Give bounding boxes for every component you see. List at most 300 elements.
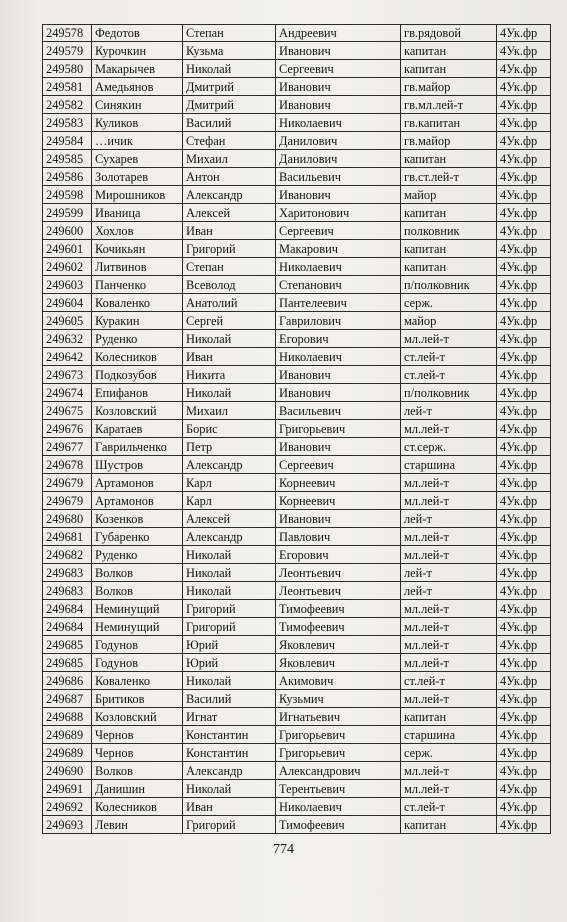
cell-first-name: Василий [183, 690, 276, 708]
cell-last-name: Колесников [92, 348, 183, 366]
cell-rank: гв.майор [401, 132, 497, 150]
cell-rank: капитан [401, 816, 497, 834]
cell-first-name: Николай [183, 60, 276, 78]
cell-unit: 4Ук.фр [497, 528, 551, 546]
cell-first-name: Николай [183, 330, 276, 348]
cell-rank: лей-т [401, 510, 497, 528]
cell-first-name: Игнат [183, 708, 276, 726]
cell-unit: 4Ук.фр [497, 600, 551, 618]
cell-id: 249686 [43, 672, 92, 690]
cell-last-name: Куракин [92, 312, 183, 330]
cell-patronymic: Иванович [276, 42, 401, 60]
cell-last-name: Каратаев [92, 420, 183, 438]
cell-first-name: Алексей [183, 510, 276, 528]
cell-first-name: Михаил [183, 402, 276, 420]
cell-patronymic: Пантелеевич [276, 294, 401, 312]
cell-patronymic: Данилович [276, 150, 401, 168]
cell-id: 249693 [43, 816, 92, 834]
cell-id: 249678 [43, 456, 92, 474]
cell-unit: 4Ук.фр [497, 582, 551, 600]
cell-rank: капитан [401, 708, 497, 726]
cell-first-name: Алексей [183, 204, 276, 222]
cell-first-name: Николай [183, 582, 276, 600]
cell-last-name: Литвинов [92, 258, 183, 276]
cell-last-name: Панченко [92, 276, 183, 294]
cell-patronymic: Иванович [276, 78, 401, 96]
cell-patronymic: Иванович [276, 384, 401, 402]
cell-last-name: Синякин [92, 96, 183, 114]
table-row [43, 654, 551, 672]
cell-patronymic: Васильевич [276, 168, 401, 186]
cell-unit: 4Ук.фр [497, 222, 551, 240]
cell-first-name: Дмитрий [183, 78, 276, 96]
cell-patronymic: Кузьмич [276, 690, 401, 708]
cell-unit: 4Ук.фр [497, 402, 551, 420]
cell-rank: серж. [401, 744, 497, 762]
cell-patronymic: Григорьевич [276, 420, 401, 438]
table-row [43, 636, 551, 654]
cell-first-name: Борис [183, 420, 276, 438]
cell-first-name: Константин [183, 726, 276, 744]
cell-rank: серж. [401, 294, 497, 312]
cell-last-name: Мирошников [92, 186, 183, 204]
cell-unit: 4Ук.фр [497, 816, 551, 834]
cell-first-name: Иван [183, 798, 276, 816]
cell-unit: 4Ук.фр [497, 690, 551, 708]
cell-patronymic: Иванович [276, 366, 401, 384]
cell-first-name: Карл [183, 492, 276, 510]
cell-first-name: Николай [183, 384, 276, 402]
table-row [43, 150, 551, 168]
cell-rank: ст.лей-т [401, 366, 497, 384]
cell-first-name: Александр [183, 528, 276, 546]
cell-first-name: Сергей [183, 312, 276, 330]
cell-rank: гв.капитан [401, 114, 497, 132]
cell-first-name: Василий [183, 114, 276, 132]
table-row [43, 25, 551, 42]
cell-rank: мл.лей-т [401, 690, 497, 708]
cell-unit: 4Ук.фр [497, 654, 551, 672]
table-row [43, 42, 551, 60]
cell-id: 249689 [43, 744, 92, 762]
cell-rank: капитан [401, 258, 497, 276]
cell-rank: мл.лей-т [401, 474, 497, 492]
cell-rank: капитан [401, 42, 497, 60]
cell-patronymic: Тимофеевич [276, 816, 401, 834]
cell-id: 249586 [43, 168, 92, 186]
cell-rank: гв.майор [401, 78, 497, 96]
table-row [43, 816, 551, 834]
cell-unit: 4Ук.фр [497, 258, 551, 276]
cell-first-name: Юрий [183, 654, 276, 672]
cell-id: 249688 [43, 708, 92, 726]
cell-last-name: Макарычев [92, 60, 183, 78]
cell-patronymic: Яковлевич [276, 654, 401, 672]
cell-unit: 4Ук.фр [497, 798, 551, 816]
table-row [43, 492, 551, 510]
cell-id: 249675 [43, 402, 92, 420]
cell-unit: 4Ук.фр [497, 348, 551, 366]
cell-unit: 4Ук.фр [497, 474, 551, 492]
cell-first-name: Антон [183, 168, 276, 186]
cell-first-name: Юрий [183, 636, 276, 654]
cell-unit: 4Ук.фр [497, 780, 551, 798]
cell-first-name: Петр [183, 438, 276, 456]
table-row [43, 528, 551, 546]
cell-rank: п/полковник [401, 276, 497, 294]
cell-unit: 4Ук.фр [497, 25, 551, 42]
cell-patronymic: Николаевич [276, 258, 401, 276]
table-row [43, 312, 551, 330]
cell-unit: 4Ук.фр [497, 384, 551, 402]
cell-unit: 4Ук.фр [497, 312, 551, 330]
cell-last-name: Амедьянов [92, 78, 183, 96]
cell-patronymic: Сергеевич [276, 60, 401, 78]
cell-patronymic: Николаевич [276, 798, 401, 816]
cell-first-name: Григорий [183, 600, 276, 618]
cell-first-name: Стефан [183, 132, 276, 150]
cell-unit: 4Ук.фр [497, 672, 551, 690]
cell-rank: мл.лей-т [401, 330, 497, 348]
cell-rank: мл.лей-т [401, 528, 497, 546]
table-row [43, 474, 551, 492]
cell-last-name: Куликов [92, 114, 183, 132]
cell-last-name: Подкозубов [92, 366, 183, 384]
cell-last-name: Волков [92, 564, 183, 582]
table-row [43, 564, 551, 582]
table-row [43, 366, 551, 384]
cell-rank: лей-т [401, 582, 497, 600]
cell-rank: мл.лей-т [401, 636, 497, 654]
cell-first-name: Иван [183, 348, 276, 366]
cell-last-name: Шустров [92, 456, 183, 474]
cell-id: 249683 [43, 564, 92, 582]
table-row [43, 510, 551, 528]
cell-last-name: Курочкин [92, 42, 183, 60]
cell-first-name: Александр [183, 186, 276, 204]
cell-patronymic: Степанович [276, 276, 401, 294]
table-row [43, 708, 551, 726]
cell-last-name: Волков [92, 762, 183, 780]
cell-rank: капитан [401, 240, 497, 258]
table-row [43, 672, 551, 690]
table-row [43, 690, 551, 708]
cell-unit: 4Ук.фр [497, 492, 551, 510]
cell-id: 249583 [43, 114, 92, 132]
cell-id: 249642 [43, 348, 92, 366]
cell-rank: мл.лей-т [401, 420, 497, 438]
cell-last-name: Неминущий [92, 618, 183, 636]
cell-first-name: Николай [183, 564, 276, 582]
cell-id: 249582 [43, 96, 92, 114]
cell-patronymic: Тимофеевич [276, 618, 401, 636]
page-number: 774 [273, 842, 294, 857]
cell-rank: лей-т [401, 564, 497, 582]
table-row [43, 762, 551, 780]
cell-unit: 4Ук.фр [497, 636, 551, 654]
cell-last-name: Левин [92, 816, 183, 834]
cell-id: 249689 [43, 726, 92, 744]
cell-id: 249605 [43, 312, 92, 330]
cell-first-name: Всеволод [183, 276, 276, 294]
table-row [43, 600, 551, 618]
cell-id: 249685 [43, 636, 92, 654]
cell-last-name: Неминущий [92, 600, 183, 618]
cell-first-name: Николай [183, 780, 276, 798]
cell-first-name: Николай [183, 672, 276, 690]
table-row [43, 456, 551, 474]
cell-last-name: Руденко [92, 330, 183, 348]
cell-patronymic: Сергеевич [276, 456, 401, 474]
table-row [43, 726, 551, 744]
cell-id: 249584 [43, 132, 92, 150]
table-row [43, 258, 551, 276]
table-row [43, 420, 551, 438]
cell-rank: ст.серж. [401, 438, 497, 456]
cell-last-name: Хохлов [92, 222, 183, 240]
cell-id: 249600 [43, 222, 92, 240]
cell-unit: 4Ук.фр [497, 96, 551, 114]
cell-last-name: Коваленко [92, 672, 183, 690]
table-row [43, 168, 551, 186]
table-body [43, 25, 551, 834]
cell-first-name: Карл [183, 474, 276, 492]
table-row [43, 348, 551, 366]
cell-unit: 4Ук.фр [497, 78, 551, 96]
table-row [43, 582, 551, 600]
cell-patronymic: Акимович [276, 672, 401, 690]
cell-id: 249581 [43, 78, 92, 96]
cell-unit: 4Ук.фр [497, 294, 551, 312]
cell-rank: полковник [401, 222, 497, 240]
cell-id: 249680 [43, 510, 92, 528]
cell-rank: ст.лей-т [401, 798, 497, 816]
cell-rank: п/полковник [401, 384, 497, 402]
cell-patronymic: Егорович [276, 546, 401, 564]
table-row [43, 96, 551, 114]
cell-id: 249683 [43, 582, 92, 600]
cell-rank: старшина [401, 726, 497, 744]
table-row [43, 330, 551, 348]
cell-id: 249692 [43, 798, 92, 816]
cell-patronymic: Макарович [276, 240, 401, 258]
cell-rank: гв.мл.лей-т [401, 96, 497, 114]
cell-id: 249632 [43, 330, 92, 348]
cell-first-name: Михаил [183, 150, 276, 168]
cell-rank: мл.лей-т [401, 654, 497, 672]
cell-first-name: Григорий [183, 816, 276, 834]
cell-last-name: Козловский [92, 708, 183, 726]
table-row [43, 78, 551, 96]
cell-patronymic: Яковлевич [276, 636, 401, 654]
cell-rank: капитан [401, 204, 497, 222]
cell-patronymic: Сергеевич [276, 222, 401, 240]
cell-patronymic: Данилович [276, 132, 401, 150]
cell-last-name: Федотов [92, 25, 183, 42]
cell-id: 249601 [43, 240, 92, 258]
cell-unit: 4Ук.фр [497, 564, 551, 582]
cell-id: 249687 [43, 690, 92, 708]
table-row [43, 114, 551, 132]
table-row [43, 402, 551, 420]
cell-patronymic: Андреевич [276, 25, 401, 42]
cell-rank: лей-т [401, 402, 497, 420]
cell-last-name: Годунов [92, 636, 183, 654]
cell-unit: 4Ук.фр [497, 186, 551, 204]
cell-unit: 4Ук.фр [497, 420, 551, 438]
cell-last-name: Годунов [92, 654, 183, 672]
cell-id: 249691 [43, 780, 92, 798]
cell-rank: капитан [401, 60, 497, 78]
cell-unit: 4Ук.фр [497, 168, 551, 186]
cell-patronymic: Григорьевич [276, 726, 401, 744]
cell-first-name: Александр [183, 762, 276, 780]
table-row [43, 276, 551, 294]
cell-rank: ст.лей-т [401, 672, 497, 690]
cell-unit: 4Ук.фр [497, 744, 551, 762]
personnel-table [42, 24, 551, 834]
cell-last-name: Данишин [92, 780, 183, 798]
cell-id: 249585 [43, 150, 92, 168]
cell-first-name: Кузьма [183, 42, 276, 60]
table-row [43, 132, 551, 150]
cell-unit: 4Ук.фр [497, 618, 551, 636]
cell-id: 249676 [43, 420, 92, 438]
cell-unit: 4Ук.фр [497, 762, 551, 780]
cell-last-name: Артамонов [92, 474, 183, 492]
cell-patronymic: Егорович [276, 330, 401, 348]
cell-last-name: …ичик [92, 132, 183, 150]
cell-id: 249677 [43, 438, 92, 456]
table-row [43, 294, 551, 312]
cell-patronymic: Николаевич [276, 114, 401, 132]
cell-rank: майор [401, 186, 497, 204]
cell-first-name: Константин [183, 744, 276, 762]
cell-patronymic: Иванович [276, 510, 401, 528]
cell-rank: мл.лей-т [401, 780, 497, 798]
cell-first-name: Григорий [183, 618, 276, 636]
cell-id: 249599 [43, 204, 92, 222]
cell-id: 249679 [43, 492, 92, 510]
cell-id: 249598 [43, 186, 92, 204]
cell-first-name: Степан [183, 25, 276, 42]
cell-last-name: Козловский [92, 402, 183, 420]
cell-patronymic: Гаврилович [276, 312, 401, 330]
cell-unit: 4Ук.фр [497, 150, 551, 168]
cell-patronymic: Иванович [276, 438, 401, 456]
table-row [43, 384, 551, 402]
cell-id: 249685 [43, 654, 92, 672]
cell-id: 249579 [43, 42, 92, 60]
cell-last-name: Волков [92, 582, 183, 600]
cell-last-name: Гаврильченко [92, 438, 183, 456]
cell-patronymic: Николаевич [276, 348, 401, 366]
cell-id: 249580 [43, 60, 92, 78]
cell-last-name: Кочикьян [92, 240, 183, 258]
cell-patronymic: Корнеевич [276, 474, 401, 492]
cell-unit: 4Ук.фр [497, 546, 551, 564]
cell-patronymic: Васильевич [276, 402, 401, 420]
table-row [43, 744, 551, 762]
cell-last-name: Артамонов [92, 492, 183, 510]
table-row [43, 186, 551, 204]
cell-patronymic: Александрович [276, 762, 401, 780]
cell-first-name: Дмитрий [183, 96, 276, 114]
cell-rank: капитан [401, 150, 497, 168]
cell-patronymic: Тимофеевич [276, 600, 401, 618]
cell-unit: 4Ук.фр [497, 276, 551, 294]
cell-unit: 4Ук.фр [497, 204, 551, 222]
cell-rank: гв.ст.лей-т [401, 168, 497, 186]
cell-unit: 4Ук.фр [497, 708, 551, 726]
table-row [43, 618, 551, 636]
cell-first-name: Григорий [183, 240, 276, 258]
cell-first-name: Степан [183, 258, 276, 276]
cell-patronymic: Иванович [276, 96, 401, 114]
cell-first-name: Александр [183, 456, 276, 474]
cell-rank: майор [401, 312, 497, 330]
cell-first-name: Иван [183, 222, 276, 240]
table-row [43, 780, 551, 798]
cell-id: 249604 [43, 294, 92, 312]
cell-rank: мл.лей-т [401, 492, 497, 510]
cell-patronymic: Григорьевич [276, 744, 401, 762]
cell-id: 249682 [43, 546, 92, 564]
cell-unit: 4Ук.фр [497, 438, 551, 456]
cell-last-name: Руденко [92, 546, 183, 564]
table-row [43, 222, 551, 240]
cell-last-name: Бритиков [92, 690, 183, 708]
table-row [43, 240, 551, 258]
cell-last-name: Иваница [92, 204, 183, 222]
table-row [43, 798, 551, 816]
cell-id: 249679 [43, 474, 92, 492]
cell-rank: мл.лей-т [401, 618, 497, 636]
cell-unit: 4Ук.фр [497, 132, 551, 150]
cell-patronymic: Павлович [276, 528, 401, 546]
cell-patronymic: Терентьевич [276, 780, 401, 798]
cell-id: 249602 [43, 258, 92, 276]
cell-id: 249690 [43, 762, 92, 780]
table-row [43, 438, 551, 456]
cell-last-name: Сухарев [92, 150, 183, 168]
cell-last-name: Козенков [92, 510, 183, 528]
cell-id: 249674 [43, 384, 92, 402]
cell-id: 249603 [43, 276, 92, 294]
cell-unit: 4Ук.фр [497, 366, 551, 384]
cell-rank: ст.лей-т [401, 348, 497, 366]
cell-rank: гв.рядовой [401, 25, 497, 42]
table-row [43, 60, 551, 78]
cell-id: 249684 [43, 600, 92, 618]
cell-rank: мл.лей-т [401, 600, 497, 618]
cell-unit: 4Ук.фр [497, 456, 551, 474]
cell-id: 249673 [43, 366, 92, 384]
cell-unit: 4Ук.фр [497, 42, 551, 60]
cell-last-name: Колесников [92, 798, 183, 816]
table-row [43, 546, 551, 564]
cell-last-name: Епифанов [92, 384, 183, 402]
cell-patronymic: Харитонович [276, 204, 401, 222]
cell-patronymic: Леонтьевич [276, 564, 401, 582]
cell-patronymic: Иванович [276, 186, 401, 204]
cell-unit: 4Ук.фр [497, 114, 551, 132]
cell-last-name: Золотарев [92, 168, 183, 186]
cell-first-name: Никита [183, 366, 276, 384]
cell-id: 249578 [43, 25, 92, 42]
cell-patronymic: Игнатьевич [276, 708, 401, 726]
cell-patronymic: Корнеевич [276, 492, 401, 510]
